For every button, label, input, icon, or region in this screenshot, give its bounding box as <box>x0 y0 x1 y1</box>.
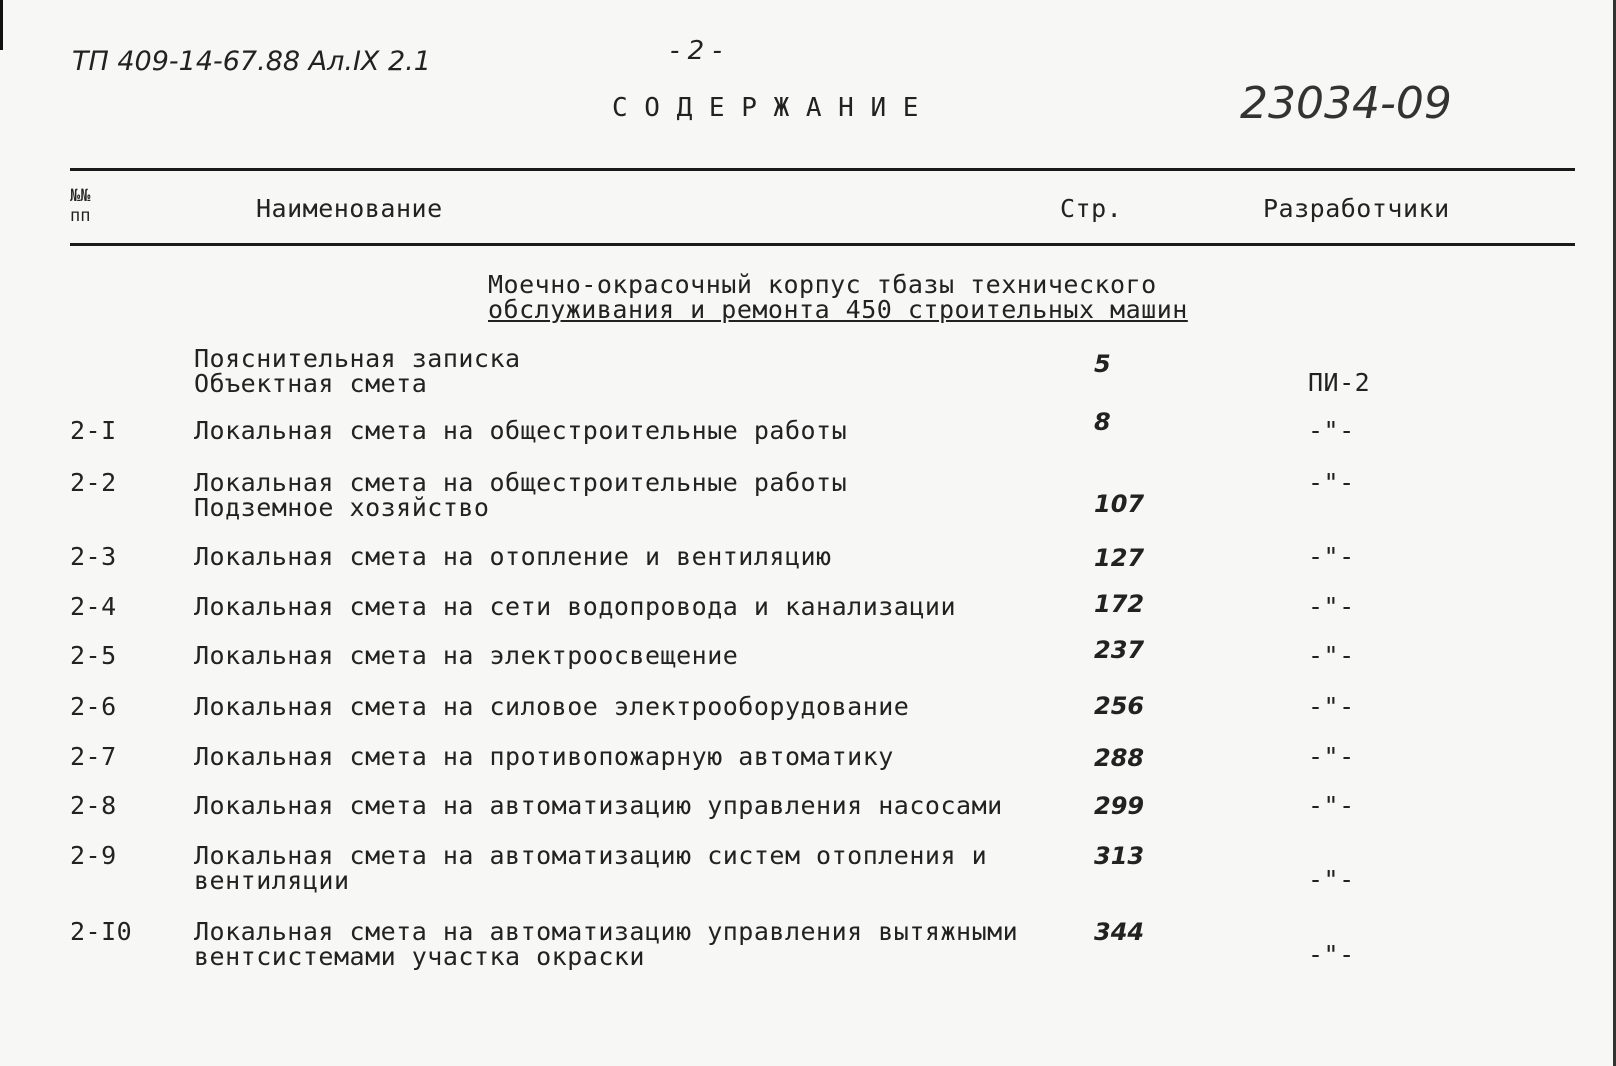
column-header-name: Наименование <box>256 194 443 223</box>
row-number: 2-I0 <box>70 917 133 946</box>
column-header-page: Стр. <box>1060 194 1123 223</box>
row-name-continued: Подземное хозяйство <box>194 493 490 522</box>
column-header-number: №№ пп <box>70 186 91 226</box>
row-page: 5 <box>1094 350 1111 378</box>
table-top-rule <box>70 168 1575 171</box>
row-name: Локальная смета на общестроительные работы <box>194 468 848 497</box>
row-developer: -"- <box>1308 641 1355 670</box>
row-developer: -"- <box>1308 865 1355 894</box>
row-developer: -"- <box>1308 742 1355 771</box>
row-number: 2-7 <box>70 742 117 771</box>
row-developer: -"- <box>1308 592 1355 621</box>
section-title-line2: обслуживания и ремонта 450 строительных машин <box>488 295 1188 324</box>
row-name: Локальная смета на силовое электрооборудование <box>194 692 910 721</box>
row-name-continued: вентсистемами участка окраски <box>194 942 645 971</box>
row-name-continued: вентиляции <box>194 866 350 895</box>
row-developer: -"- <box>1308 416 1355 445</box>
row-name-continued: Объектная смета <box>194 369 428 398</box>
document-code: ТП 409-14-67.88 Ал.IX 2.1 <box>72 46 431 77</box>
row-name: Локальная смета на автоматизацию управления вытяжными <box>194 917 1019 946</box>
row-name: Локальная смета на автоматизацию управления насосами <box>194 791 1003 820</box>
row-name: Локальная смета на автоматизацию систем отопления и <box>194 841 988 870</box>
row-page: 299 <box>1094 792 1145 820</box>
page-number: - 2 - <box>670 36 722 66</box>
row-developer: ПИ-2 <box>1308 368 1371 397</box>
row-developer: -"- <box>1308 940 1355 969</box>
scan-edge-left <box>0 0 3 50</box>
row-name: Локальная смета на противопожарную автоматику <box>194 742 894 771</box>
row-name: Пояснительная записка <box>194 344 521 373</box>
row-page: 127 <box>1094 544 1145 572</box>
row-page: 8 <box>1094 408 1111 436</box>
row-name: Локальная смета на электроосвещение <box>194 641 739 670</box>
row-page: 256 <box>1094 692 1145 720</box>
section-title-line1: Моечно-окрасочный корпус тбазы технического <box>488 270 1157 299</box>
row-page: 107 <box>1094 490 1145 518</box>
row-developer: -"- <box>1308 692 1355 721</box>
row-page: 288 <box>1094 744 1145 772</box>
row-number: 2-2 <box>70 468 117 497</box>
row-number: 2-3 <box>70 542 117 571</box>
row-number: 2-6 <box>70 692 117 721</box>
row-page: 172 <box>1094 590 1145 618</box>
row-number: 2-9 <box>70 841 117 870</box>
row-number: 2-4 <box>70 592 117 621</box>
row-page: 313 <box>1094 842 1145 870</box>
column-header-developers: Разработчики <box>1263 194 1450 223</box>
row-number: 2-8 <box>70 791 117 820</box>
row-name: Локальная смета на отопление и вентиляцию <box>194 542 832 571</box>
row-developer: -"- <box>1308 542 1355 571</box>
row-developer: -"- <box>1308 468 1355 497</box>
table-header-rule <box>70 243 1575 246</box>
row-page: 344 <box>1094 918 1145 946</box>
row-name: Локальная смета на сети водопровода и канализации <box>194 592 957 621</box>
row-page: 237 <box>1094 636 1145 664</box>
inventory-number: 23034-09 <box>1240 78 1452 129</box>
row-number: 2-I <box>70 416 117 445</box>
page-title: С О Д Е Р Ж А Н И Е <box>612 93 919 123</box>
row-developer: -"- <box>1308 791 1355 820</box>
row-number: 2-5 <box>70 641 117 670</box>
row-name: Локальная смета на общестроительные работы <box>194 416 848 445</box>
